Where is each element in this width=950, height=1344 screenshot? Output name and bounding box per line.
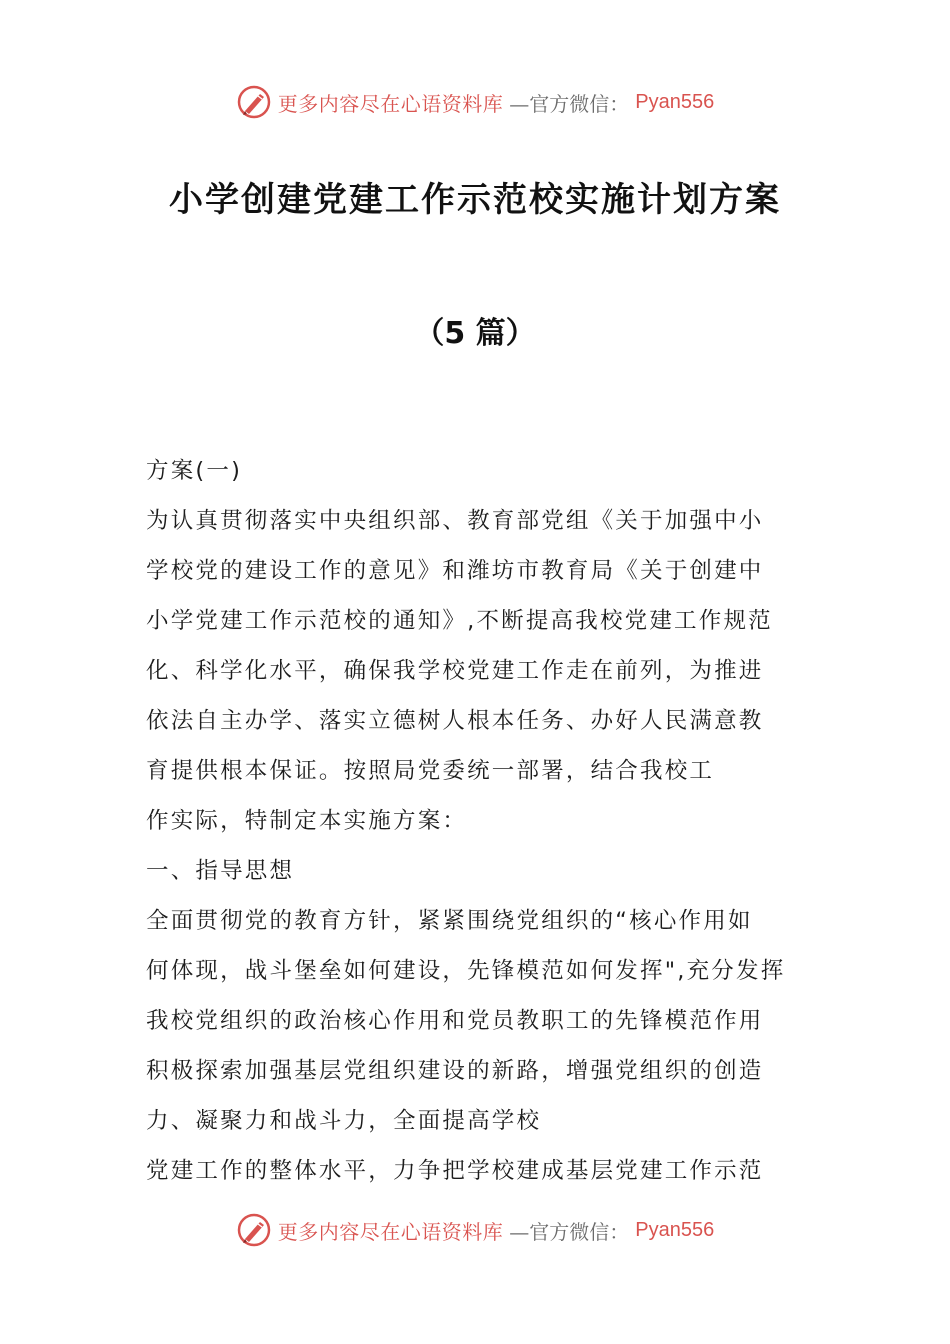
body-line: 方案(一) (146, 458, 243, 484)
body-line: 小学党建工作示范校的通知》,不断提高我校党建工作规范 (146, 608, 773, 634)
banner-official-label: —官方微信： (509, 91, 630, 116)
body-line: 化、科学化水平，确保我学校党建工作走在前列，为推进 (146, 658, 764, 684)
banner-official-label: —官方微信： (509, 1219, 630, 1244)
body-line: 为认真贯彻落实中央组织部、教育部党组《关于加强中小 (146, 508, 764, 534)
document-subtitle: （5 篇） (414, 316, 536, 351)
banner-wechat-id: Pyan556 (635, 90, 715, 113)
body-line: 积极探索加强基层党组织建设的新路，增强党组织的创造 (146, 1058, 764, 1084)
header-banner (0, 82, 950, 122)
body-line: 我校党组织的政治核心作用和党员教职工的先锋模范作用 (146, 1008, 764, 1034)
body-line: 学校党的建设工作的意见》和潍坊市教育局《关于创建中 (146, 558, 764, 584)
body-line: 育提供根本保证。按照局党委统一部署，结合我校工 (146, 758, 715, 784)
banner-brand-text: 更多内容尽在心语资料库 (277, 91, 504, 116)
body-line: 力、凝聚力和战斗力，全面提高学校 (146, 1108, 542, 1134)
document-title: 小学创建党建工作示范校实施计划方案 (169, 180, 781, 220)
footer-banner (0, 1210, 950, 1250)
body-line: 作实际，特制定本实施方案： (146, 808, 468, 834)
banner-brand-text: 更多内容尽在心语资料库 (277, 1219, 504, 1244)
banner-wechat-id: Pyan556 (635, 1218, 715, 1241)
section-heading: 一、指导思想 (146, 858, 295, 884)
pen-logo-icon (236, 84, 272, 120)
body-line: 全面贯彻党的教育方针，紧紧围绕党组织的“核心作用如 (146, 908, 753, 934)
document-body (146, 446, 811, 1196)
pen-logo-icon (236, 1212, 272, 1248)
body-line: 依法自主办学、落实立德树人根本任务、办好人民满意教 (146, 708, 764, 734)
body-line: 党建工作的整体水平，力争把学校建成基层党建工作示范 (146, 1158, 764, 1184)
body-line: 何体现，战斗堡垒如何建设，先锋模范如何发挥",充分发挥 (146, 958, 786, 984)
